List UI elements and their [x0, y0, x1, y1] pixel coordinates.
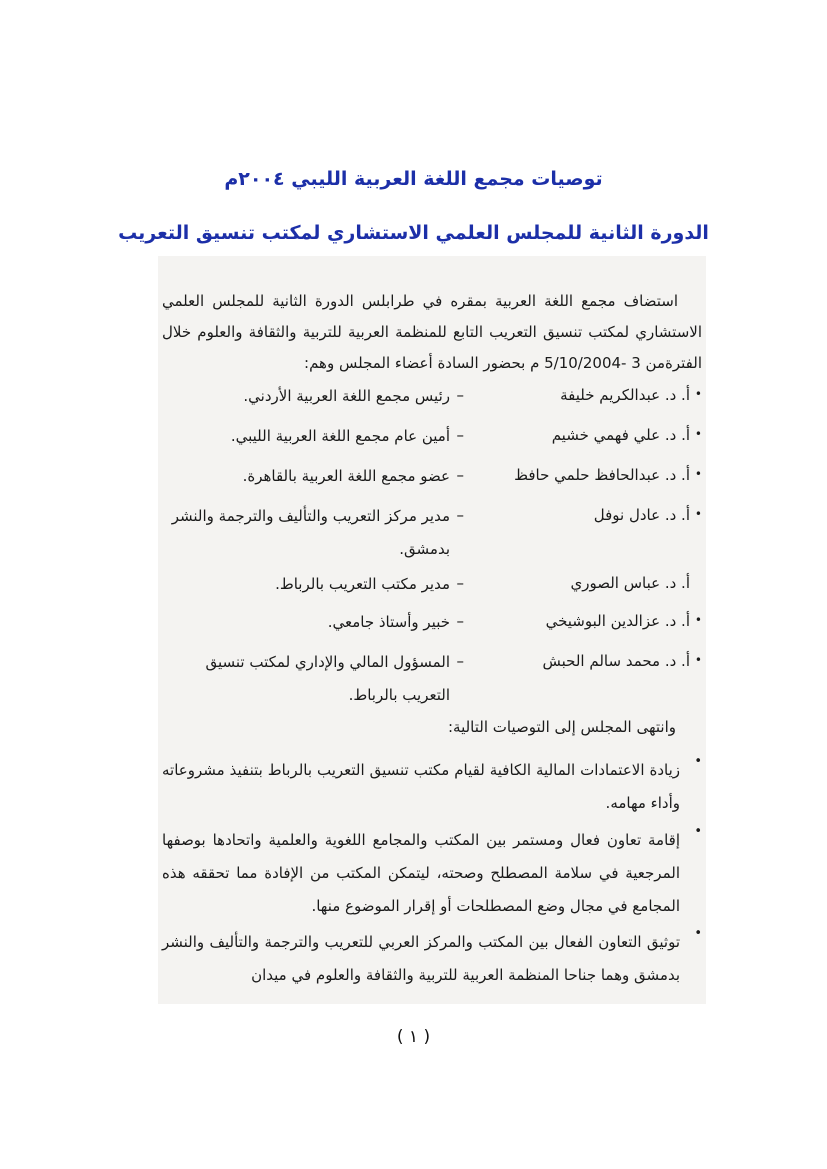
- recommendation-item: [162, 754, 702, 820]
- recommendation-item: [162, 926, 702, 992]
- member-role: رئيس مجمع اللغة العربية الأردني.: [243, 387, 450, 405]
- dash-separator: –: [456, 612, 464, 630]
- member-role: عضو مجمع اللغة العربية بالقاهرة.: [242, 467, 450, 485]
- bullet-icon: •: [694, 427, 702, 441]
- dash-separator: –: [456, 426, 464, 444]
- dash-separator: –: [456, 652, 464, 670]
- member-role: مدير مركز التعريب والتأليف والترجمة والنشر بدمشق.: [171, 507, 450, 558]
- bullet-icon: •: [694, 926, 702, 941]
- dash-separator: –: [456, 386, 464, 404]
- bullet-icon: •: [694, 467, 702, 481]
- member-role: المسؤول المالي والإداري لمكتب تنسيق التعريب بالرباط.: [205, 653, 450, 704]
- member-name: أ. د. عبدالحافظ حلمي حافظ: [514, 466, 690, 484]
- member-name: أ. د. عزالدين البوشيخي: [545, 612, 690, 630]
- page-subtitle: الدورة الثانية للمجلس العلمي الاستشاري لمكتب تنسيق التعريب: [118, 222, 709, 244]
- recommendation-text: إقامة تعاون فعال ومستمر بين المكتب والمجامع اللغوية والعلمية واتحادها بوصفها المرجعية في سلامة المصطلح وصحته، ليتمكن المكتب من الإفادة مما تحققه هذه المجامع في مجال وضع المصطلحات أو إقرار الموضوع منها.: [162, 831, 680, 915]
- recommendation-text: توثيق التعاون الفعال بين المكتب والمركز العربي للتعريب والترجمة والتأليف والنشر بدمشق وهما جناحا المنظمة العربية للتربية والثقافة والعلوم في ميدان: [162, 933, 680, 984]
- scanned-text-block: [158, 256, 706, 1004]
- member-name: أ. د. عادل نوفل: [593, 506, 690, 524]
- member-row: [162, 612, 702, 642]
- member-row: [162, 506, 702, 558]
- member-role: مدير مكتب التعريب بالرباط.: [275, 575, 450, 593]
- page-number: ( ١ ): [396, 1027, 431, 1047]
- dash-separator: –: [456, 466, 464, 484]
- dash-separator: –: [456, 574, 464, 592]
- bullet-icon: •: [694, 824, 702, 839]
- page-title: توصيات مجمع اللغة العربية الليبي ٢٠٠٤م: [224, 168, 603, 190]
- bullet-icon: •: [694, 507, 702, 521]
- conclusion-line: وانتهى المجلس إلى التوصيات التالية:: [447, 718, 676, 736]
- member-row: [162, 466, 702, 496]
- dash-separator: –: [456, 506, 464, 524]
- bullet-icon: •: [694, 754, 702, 769]
- member-row: [162, 426, 702, 456]
- member-row: [162, 652, 702, 704]
- member-name: أ. د. عبدالكريم خليفة: [560, 386, 690, 404]
- member-row: [162, 386, 702, 416]
- member-role: خبير وأستاذ جامعي.: [327, 613, 450, 631]
- intro-paragraph: استضاف مجمع اللغة العربية بمقره في طرابلس الدورة الثانية للمجلس العلمي الاستشاري لمكتب تنسيق التعريب التابع للمنظمة العربية للتربية والثقافة والعلوم خلال الفترةمن 3 -5/10/2004 م بحضور السادة أعضاء المجلس وهم:: [162, 292, 702, 372]
- member-name: أ. د. عباس الصوري: [570, 574, 690, 592]
- member-role: أمين عام مجمع اللغة العربية الليبي.: [230, 427, 450, 445]
- member-row: [162, 574, 702, 604]
- recommendation-item: [162, 824, 702, 923]
- member-name: أ. د. علي فهمي خشيم: [551, 426, 690, 444]
- member-name: أ. د. محمد سالم الحبش: [542, 652, 690, 670]
- bullet-icon: •: [694, 653, 702, 667]
- bullet-icon: •: [694, 613, 702, 627]
- recommendation-text: زيادة الاعتمادات المالية الكافية لقيام مكتب تنسيق التعريب بالرباط بتنفيذ مشروعاته وأداء مهامه.: [162, 761, 680, 812]
- bullet-icon: •: [694, 387, 702, 401]
